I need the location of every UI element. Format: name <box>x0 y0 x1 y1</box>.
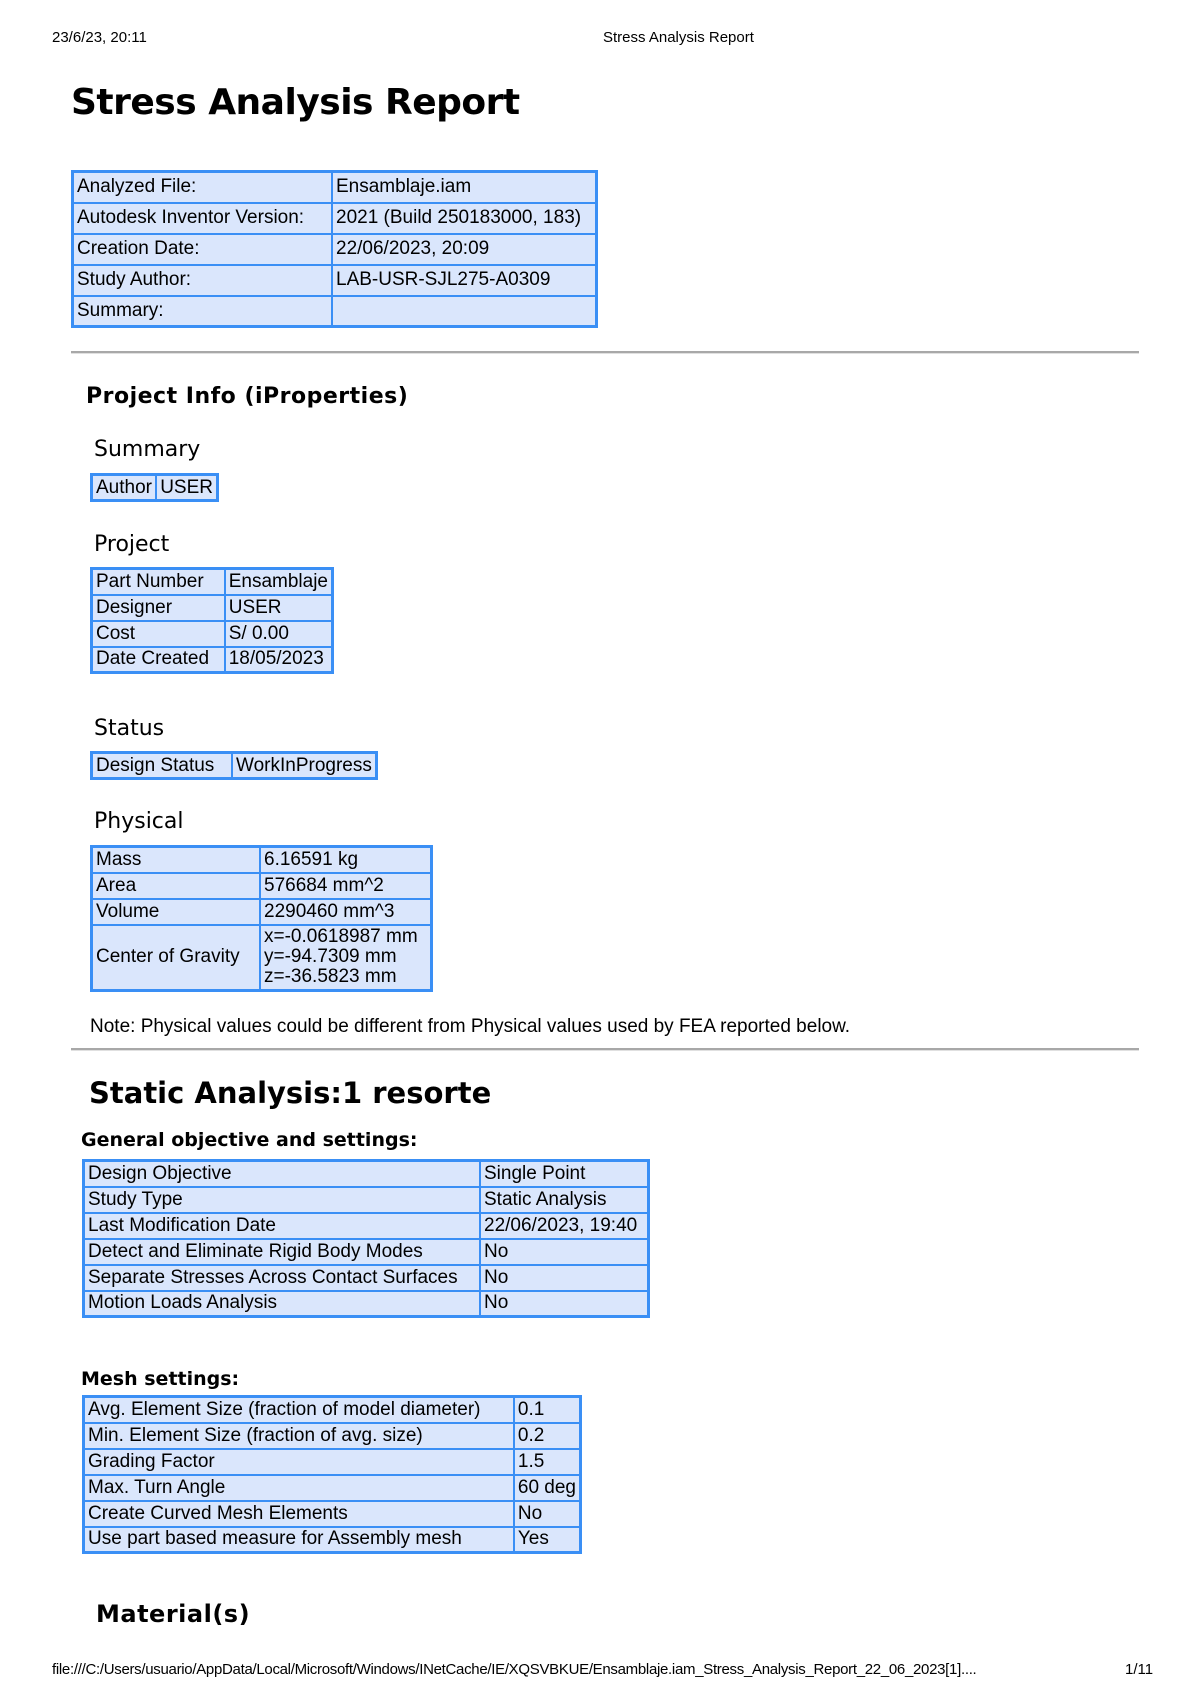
cell-value: 22/06/2023, 20:09 <box>332 234 597 265</box>
cell-value: USER <box>156 475 217 501</box>
cell-label: Study Type <box>84 1187 481 1213</box>
cell-label: Min. Element Size (fraction of avg. size) <box>84 1423 514 1449</box>
cell-label: Analyzed File: <box>73 172 333 203</box>
cell-value: S/ 0.00 <box>225 621 333 647</box>
cell-value: 1.5 <box>514 1449 581 1475</box>
cell-label: Cost <box>92 621 225 647</box>
general-settings-heading: General objective and settings: <box>81 1129 418 1151</box>
table-row <box>92 925 432 991</box>
divider <box>71 351 1139 354</box>
mesh-settings-heading: Mesh settings: <box>81 1368 240 1390</box>
cell-value: Ensamblaje.iam <box>332 172 597 203</box>
cell-value: No <box>480 1265 649 1291</box>
cell-label: Summary: <box>73 296 333 327</box>
table-row <box>73 296 597 327</box>
table-row <box>92 847 432 873</box>
cell-value: WorkInProgress <box>232 753 377 779</box>
cell-value: Yes <box>514 1527 581 1553</box>
cell-value: 576684 mm^2 <box>260 873 432 899</box>
divider <box>71 1048 1139 1051</box>
cell-value: No <box>514 1501 581 1527</box>
table-row <box>84 1475 581 1501</box>
mesh-settings-table <box>82 1395 582 1554</box>
cell-label: Part Number <box>92 569 225 595</box>
static-analysis-heading: Static Analysis:1 resorte <box>89 1076 492 1110</box>
table-row <box>92 475 218 501</box>
general-settings-table <box>82 1159 650 1318</box>
table-row <box>84 1501 581 1527</box>
table-row <box>84 1397 581 1423</box>
cell-value <box>332 296 597 327</box>
cell-label: Design Status <box>92 753 233 779</box>
print-datetime: 23/6/23, 20:11 <box>52 29 147 46</box>
table-row <box>92 873 432 899</box>
table-row <box>84 1449 581 1475</box>
cell-label: Avg. Element Size (fraction of model diameter) <box>84 1397 514 1423</box>
cell-label: Mass <box>92 847 261 873</box>
table-row <box>73 234 597 265</box>
cog-coordinate: y=-94.7309 mm <box>264 946 397 968</box>
cell-label: Date Created <box>92 647 225 673</box>
materials-heading: Material(s) <box>96 1600 251 1628</box>
table-row <box>73 265 597 296</box>
table-row <box>84 1213 649 1239</box>
cell-label: Volume <box>92 899 261 925</box>
summary-heading: Summary <box>94 437 201 462</box>
table-row <box>92 753 377 779</box>
print-page-number: 1/11 <box>1125 1661 1154 1678</box>
cell-label: Create Curved Mesh Elements <box>84 1501 514 1527</box>
print-page-title: Stress Analysis Report <box>603 29 754 46</box>
cog-coordinate: z=-36.5823 mm <box>264 966 397 988</box>
physical-table <box>90 845 433 992</box>
cell-value: No <box>480 1239 649 1265</box>
cell-label: Max. Turn Angle <box>84 1475 514 1501</box>
table-row <box>84 1423 581 1449</box>
cell-label: Last Modification Date <box>84 1213 481 1239</box>
table-row <box>92 621 333 647</box>
table-row <box>84 1527 581 1553</box>
cell-label: Use part based measure for Assembly mesh <box>84 1527 514 1553</box>
cell-label: Area <box>92 873 261 899</box>
cell-value: No <box>480 1291 649 1317</box>
table-row <box>84 1161 649 1187</box>
print-url: file:///C:/Users/usuario/AppData/Local/Microsoft/Windows/INetCache/IE/XQSVBKUE/Ensamblaje.iam_Stress_Analysis_Report_22_06_2023[1].... <box>52 1661 977 1678</box>
report-title: Stress Analysis Report <box>71 82 520 123</box>
status-heading: Status <box>94 716 165 741</box>
table-row <box>73 203 597 234</box>
physical-note: Note: Physical values could be different from Physical values used by FEA reported below. <box>90 1016 851 1037</box>
table-row <box>92 569 333 595</box>
cell-value: 0.1 <box>514 1397 581 1423</box>
file-info-table <box>71 170 598 328</box>
cell-value: 6.16591 kg <box>260 847 432 873</box>
table-row <box>84 1265 649 1291</box>
table-row <box>84 1291 649 1317</box>
summary-table <box>90 473 219 502</box>
table-row <box>73 172 597 203</box>
cell-label: Creation Date: <box>73 234 333 265</box>
cell-value: 2021 (Build 250183000, 183) <box>332 203 597 234</box>
table-row <box>84 1187 649 1213</box>
project-info-heading: Project Info (iProperties) <box>86 384 409 409</box>
cell-value: Single Point <box>480 1161 649 1187</box>
cell-value: 60 deg <box>514 1475 581 1501</box>
table-row <box>84 1239 649 1265</box>
cell-label: Design Objective <box>84 1161 481 1187</box>
cell-label: Study Author: <box>73 265 333 296</box>
cell-label: Author <box>92 475 157 501</box>
cell-label: Separate Stresses Across Contact Surfaces <box>84 1265 481 1291</box>
cell-label: Motion Loads Analysis <box>84 1291 481 1317</box>
status-table <box>90 751 378 780</box>
cell-label: Center of Gravity <box>92 925 261 991</box>
cell-value: USER <box>225 595 333 621</box>
cell-value: LAB-USR-SJL275-A0309 <box>332 265 597 296</box>
cell-value: 18/05/2023 <box>225 647 333 673</box>
cell-label: Designer <box>92 595 225 621</box>
cog-coordinate: x=-0.0618987 mm <box>264 926 418 948</box>
cell-label: Autodesk Inventor Version: <box>73 203 333 234</box>
cell-value: Static Analysis <box>480 1187 649 1213</box>
cell-value: 2290460 mm^3 <box>260 899 432 925</box>
table-row <box>92 899 432 925</box>
center-of-gravity-values <box>260 925 432 991</box>
cell-label: Grading Factor <box>84 1449 514 1475</box>
project-table <box>90 567 334 674</box>
cell-label: Detect and Eliminate Rigid Body Modes <box>84 1239 481 1265</box>
table-row <box>92 595 333 621</box>
physical-heading: Physical <box>94 809 184 834</box>
cell-value: 0.2 <box>514 1423 581 1449</box>
project-heading: Project <box>94 532 170 557</box>
table-row <box>92 647 333 673</box>
cell-value: 22/06/2023, 19:40 <box>480 1213 649 1239</box>
cell-value: Ensamblaje <box>225 569 333 595</box>
